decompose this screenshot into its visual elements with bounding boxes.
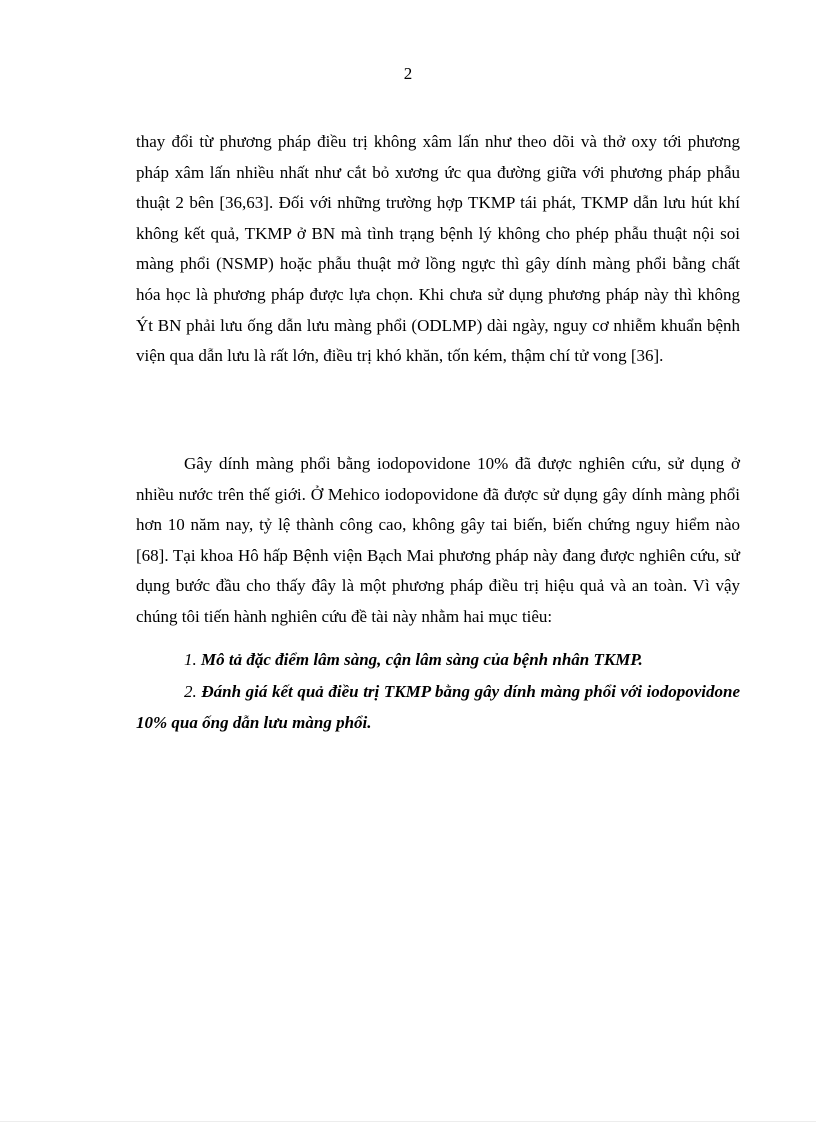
objective-2-number: 2. <box>184 682 197 701</box>
objective-2 <box>136 677 740 738</box>
paragraph-intro <box>136 127 740 372</box>
paragraph-intro-text: thay đổi từ phương pháp điều trị không xâm lấn như theo dõi và thở oxy tới phương pháp xâm lấn nhiều nhất như cắt bỏ xương ức qua đường giữa với phương pháp phẫu thuật 2 bên [36,63]. Đối với những trường hợp TKMP tái phát, TKMP dẫn lưu hút khí không kết quả, TKMP ở BN mà tình trạng bệnh lý không cho phép phẫu thuật nội soi màng phổi (NSMP) hoặc phẫu thuật mở lồng ngực thì gây dính màng phổi bằng chất hóa học là phương pháp được lựa chọn. Khi chưa sử dụng phương pháp này thì không Ýt BN phải lưu ống dẫn lưu màng phổi (ODLMP) dài ngày, nguy cơ nhiễm khuẩn bệnh viện qua dẫn lưu là rất lớn, điều trị khó khăn, tốn kém, thậm chí tử vong [36]. <box>136 132 740 366</box>
objective-1-number: 1. <box>184 650 197 669</box>
objective-1-line <box>136 645 740 676</box>
objective-2-text: Đánh giá kết quả điều trị TKMP bằng gây dính màng phổi với iodopovidone 10% qua ống dẫn lưu màng phổi. <box>136 682 741 732</box>
objective-1-text: Mô tả đặc điểm lâm sàng, cận lâm sàng của bệnh nhân TKMP. <box>201 650 643 669</box>
objective-1 <box>136 645 740 676</box>
page-bottom-divider <box>0 1121 816 1122</box>
page-number: 2 <box>403 64 413 83</box>
objective-2-line <box>136 677 740 738</box>
paragraph-second-text: Gây dính màng phổi bằng iodopovidone 10% đã được nghiên cứu, sử dụng ở nhiều nước trên thế giới. Ở Mehico iodopovidone đã được sử dụng gây dính màng phổi hơn 10 năm nay, tỷ lệ thành công cao, không gây tai biến, biến chứng nguy hiểm nào [68]. Tại khoa Hô hấp Bệnh viện Bạch Mai phương pháp này đang được nghiên cứu, sử dụng bước đầu cho thấy đây là một phương pháp điều trị hiệu quả và an toàn. Vì vậy chúng tôi tiến hành nghiên cứu đề tài này nhằm hai mục tiêu: <box>136 454 740 626</box>
paragraph-second <box>136 449 740 633</box>
